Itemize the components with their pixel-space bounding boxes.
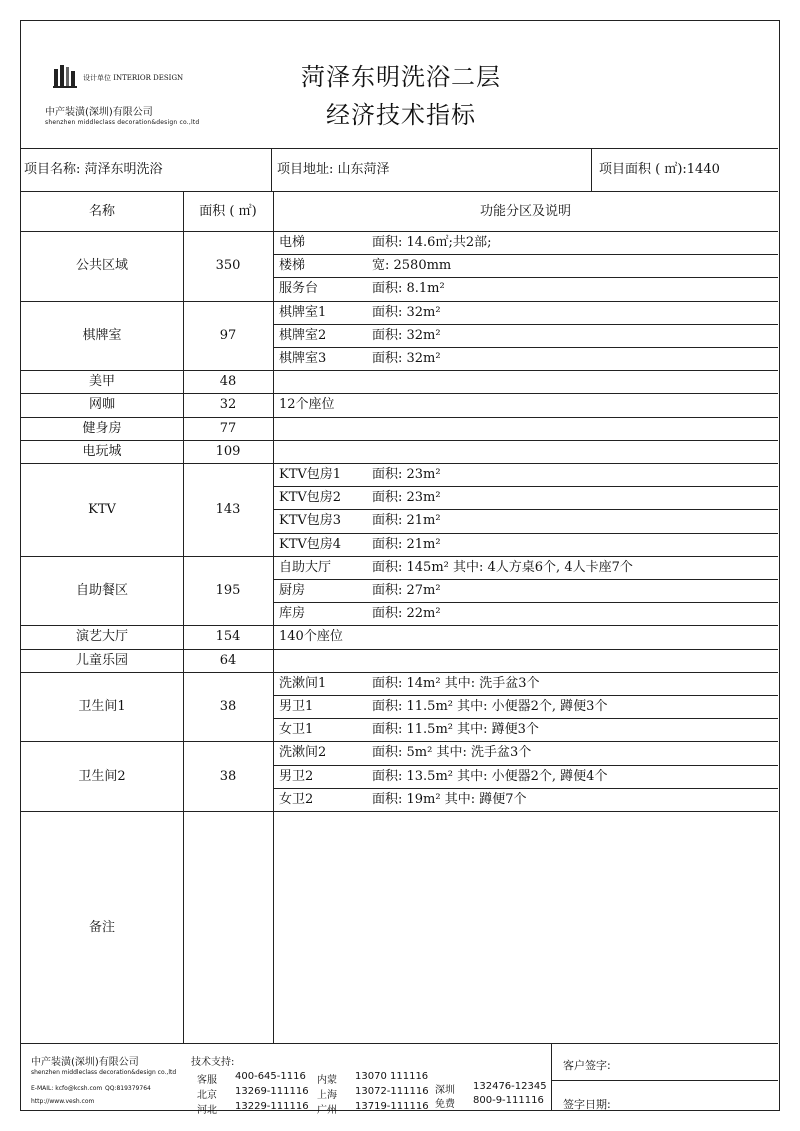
- document-title: 菏泽东明洗浴二层: [301, 63, 501, 91]
- footer-divider: [551, 1043, 552, 1110]
- desc-detail: 面积: 32m²: [372, 351, 441, 367]
- table-rule: [183, 191, 184, 1043]
- row-area: 109: [215, 443, 241, 459]
- contact-city: 上海: [317, 1090, 337, 1101]
- desc-label: KTV包房3: [279, 513, 342, 529]
- row-name: 健身房: [82, 420, 122, 436]
- desc-detail: 面积: 21m²: [372, 513, 441, 529]
- row-area: 97: [219, 327, 237, 343]
- row-area: 350: [215, 258, 241, 274]
- desc-label: 12个座位: [279, 397, 335, 413]
- desc-label: KTV包房4: [279, 536, 342, 552]
- contact-city: 免费: [435, 1099, 455, 1110]
- desc-label: [273, 649, 368, 672]
- desc-detail: [368, 370, 778, 393]
- contact-phone: 13269-111116: [235, 1086, 309, 1097]
- desc-detail: 宽: 2580mm: [372, 258, 452, 274]
- desc-label: 女卫2: [279, 791, 314, 807]
- project-address-field: 项目地址: 山东菏泽: [277, 162, 390, 177]
- row-name: 棋牌室: [82, 327, 122, 343]
- row-name: 美甲: [88, 374, 115, 390]
- company-logo: [35, 61, 235, 141]
- desc-detail: 面积: 14.6㎡;共2部;: [372, 235, 492, 251]
- desc-detail: 面积: 32m²: [372, 327, 441, 343]
- desc-label: 洗漱间2: [279, 745, 327, 761]
- desc-detail: 面积: 11.5m² 其中: 蹲便3个: [372, 722, 539, 738]
- table-rule: [21, 1043, 778, 1044]
- row-area: 195: [215, 583, 241, 599]
- desc-detail: [368, 625, 778, 648]
- desc-detail: [368, 440, 778, 463]
- row-area: 38: [219, 699, 237, 715]
- desc-label: [273, 440, 368, 463]
- row-name: 自助餐区: [75, 583, 128, 599]
- column-header-name: 名称: [88, 203, 115, 219]
- row-name: 卫生间1: [78, 699, 126, 715]
- contact-city: 河北: [197, 1105, 217, 1116]
- document-subtitle: 经济技术指标: [326, 101, 476, 129]
- desc-label: 男卫1: [279, 699, 314, 715]
- contact-city: 内蒙: [317, 1075, 337, 1086]
- desc-detail: 面积: 22m²: [372, 606, 441, 622]
- desc-detail: 面积: 23m²: [372, 467, 441, 483]
- desc-detail: 面积: 27m²: [372, 583, 441, 599]
- project-area-field: 项目面积 ( ㎡):1440: [599, 162, 720, 177]
- desc-label: 电梯: [279, 235, 306, 251]
- desc-label: 男卫2: [279, 768, 314, 784]
- column-header-area: 面积 ( ㎡): [199, 203, 257, 219]
- desc-detail: 面积: 11.5m² 其中: 小便器2个, 蹲便3个: [372, 699, 608, 715]
- desc-detail: 面积: 13.5m² 其中: 小便器2个, 蹲便4个: [372, 768, 608, 784]
- footer-divider: [551, 1080, 778, 1081]
- desc-detail: [368, 649, 778, 672]
- desc-label: 棋牌室2: [279, 327, 327, 343]
- document-sheet: [20, 20, 780, 1116]
- desc-detail: 面积: 32m²: [372, 304, 441, 320]
- row-area: 32: [219, 397, 237, 413]
- support-title: 技术支持:: [191, 1057, 235, 1068]
- desc-detail: 面积: 21m²: [372, 536, 441, 552]
- row-name: 网咖: [88, 397, 115, 413]
- table-rule: [591, 148, 592, 191]
- contact-city: 深圳: [435, 1085, 455, 1096]
- row-area: 48: [219, 374, 237, 390]
- desc-detail: 面积: 8.1m²: [372, 281, 445, 297]
- desc-detail: 面积: 19m² 其中: 蹲便7个: [372, 791, 527, 807]
- contact-city: 北京: [197, 1090, 217, 1101]
- desc-detail: 面积: 145m² 其中: 4人方桌6个, 4人卡座7个: [372, 559, 633, 575]
- footer-company-en: shenzhen middleclass decoration&design co.,ltd: [31, 1069, 177, 1076]
- row-area: 38: [219, 768, 237, 784]
- desc-label: 库房: [279, 606, 306, 622]
- desc-detail: [368, 393, 778, 416]
- logo-label: 设计单位 INTERIOR DESIGN: [83, 74, 184, 82]
- contact-phone: 132476-12345: [473, 1081, 547, 1092]
- desc-detail: [368, 417, 778, 440]
- footer-web: http://www.vesh.com: [31, 1098, 95, 1105]
- logo-mark-icon: [53, 63, 77, 89]
- row-name: 卫生间2: [78, 768, 126, 784]
- contact-phone: 800-9-111116: [473, 1095, 544, 1106]
- project-name-field: 项目名称: 菏泽东明洗浴: [24, 162, 163, 177]
- contact-city: 客服: [197, 1075, 217, 1086]
- column-header-desc: 功能分区及说明: [479, 203, 571, 219]
- footer-company-cn: 中产装潢(深圳)有限公司: [31, 1057, 139, 1068]
- row-area: 154: [215, 629, 241, 645]
- row-name: 演艺大厅: [75, 629, 128, 645]
- desc-label: 厨房: [279, 583, 306, 599]
- desc-detail: 面积: 23m²: [372, 490, 441, 506]
- desc-label: 楼梯: [279, 258, 306, 274]
- row-name: 电玩城: [82, 443, 122, 459]
- desc-label: 女卫1: [279, 722, 314, 738]
- contact-phone: 13719-111116: [355, 1101, 429, 1112]
- table-rule: [271, 148, 272, 191]
- desc-label: KTV包房1: [279, 467, 342, 483]
- desc-detail: 面积: 5m² 其中: 洗手盆3个: [372, 745, 532, 761]
- contact-phone: 13070 111116: [355, 1071, 429, 1082]
- row-name: 公共区域: [75, 258, 128, 274]
- desc-label: 棋牌室1: [279, 304, 327, 320]
- desc-label: [273, 417, 368, 440]
- contact-city: 广州: [317, 1105, 337, 1116]
- company-name-cn: 中产装潢(深圳)有限公司: [45, 107, 153, 118]
- row-name: 儿童乐园: [75, 652, 128, 668]
- desc-label: 服务台: [279, 281, 319, 297]
- row-area: 64: [219, 652, 237, 668]
- desc-label: 自助大厅: [279, 559, 332, 575]
- contact-phone: 13229-111116: [235, 1101, 309, 1112]
- contact-phone: 400-645-1116: [235, 1071, 306, 1082]
- row-area: 143: [215, 501, 241, 517]
- footer-qq: QQ:819379764: [105, 1085, 151, 1092]
- desc-label: [273, 370, 368, 393]
- row-name: KTV: [88, 501, 116, 517]
- row-area: 77: [219, 420, 237, 436]
- document-header: [21, 21, 778, 149]
- signature-date-label: 签字日期:: [563, 1098, 611, 1111]
- desc-label: 洗漱间1: [279, 675, 327, 691]
- desc-label: 棋牌室3: [279, 351, 327, 367]
- desc-label: KTV包房2: [279, 490, 342, 506]
- desc-detail: 面积: 14m² 其中: 洗手盆3个: [372, 675, 540, 691]
- desc-label: 140个座位: [279, 629, 343, 645]
- footer-email: E-MAIL: kcfo@kcsh.com: [31, 1085, 103, 1092]
- company-name-en: shenzhen middleclass decoration&design co.,ltd: [45, 119, 200, 126]
- table-rule: [273, 191, 274, 1043]
- client-signature-label: 客户签字:: [563, 1059, 611, 1072]
- contact-phone: 13072-111116: [355, 1086, 429, 1097]
- remarks-label: 备注: [88, 919, 115, 935]
